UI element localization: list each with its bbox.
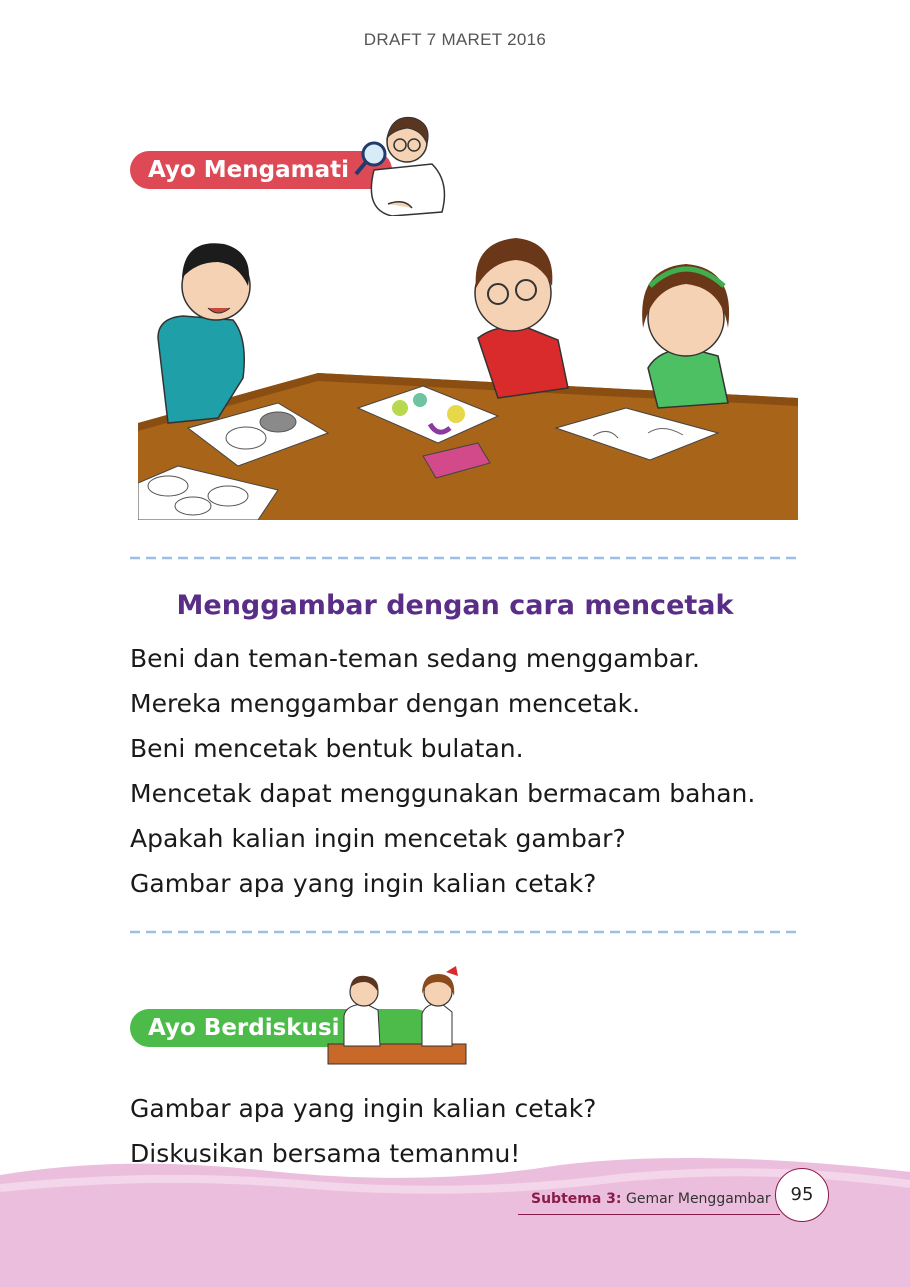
- ayo-mengamati-label: Ayo Mengamati: [148, 157, 349, 183]
- ayo-berdiskusi-label: Ayo Berdiskusi: [148, 1015, 340, 1041]
- footer-subtema: [531, 1191, 771, 1207]
- content-line: Mereka menggambar dengan mencetak.: [130, 689, 641, 718]
- discussion-line: Diskusikan bersama temanmu!: [130, 1139, 521, 1168]
- draft-header: DRAFT 7 MARET 2016: [363, 30, 547, 49]
- content-line: Beni mencetak bentuk bulatan.: [130, 734, 524, 763]
- footer-rule: [518, 1214, 780, 1215]
- content-heading: Menggambar dengan cara mencetak: [176, 590, 734, 621]
- content-line: Gambar apa yang ingin kalian cetak?: [130, 869, 597, 898]
- observer-boy-icon: [352, 112, 452, 216]
- content-line: Beni dan teman-teman sedang menggambar.: [130, 644, 700, 673]
- content-line: Apakah kalian ingin mencetak gambar?: [130, 824, 626, 853]
- dashed-divider-top: [130, 554, 802, 562]
- discussion-line: Gambar apa yang ingin kalian cetak?: [130, 1094, 597, 1123]
- subtema-label: Subtema 3: [531, 1191, 616, 1207]
- content-line: Mencetak dapat menggunakan bermacam bahan.: [130, 779, 756, 808]
- discussing-kids-icon: [326, 966, 468, 1068]
- dashed-divider-bottom: [130, 928, 802, 936]
- footer-wave: [0, 1150, 910, 1287]
- subtema-title: Gemar Menggambar: [621, 1191, 771, 1207]
- page-number: 95: [775, 1168, 829, 1222]
- kids-printing-illustration: [138, 228, 798, 520]
- subtema-colon: :: [615, 1191, 622, 1207]
- content-lines: [130, 636, 755, 906]
